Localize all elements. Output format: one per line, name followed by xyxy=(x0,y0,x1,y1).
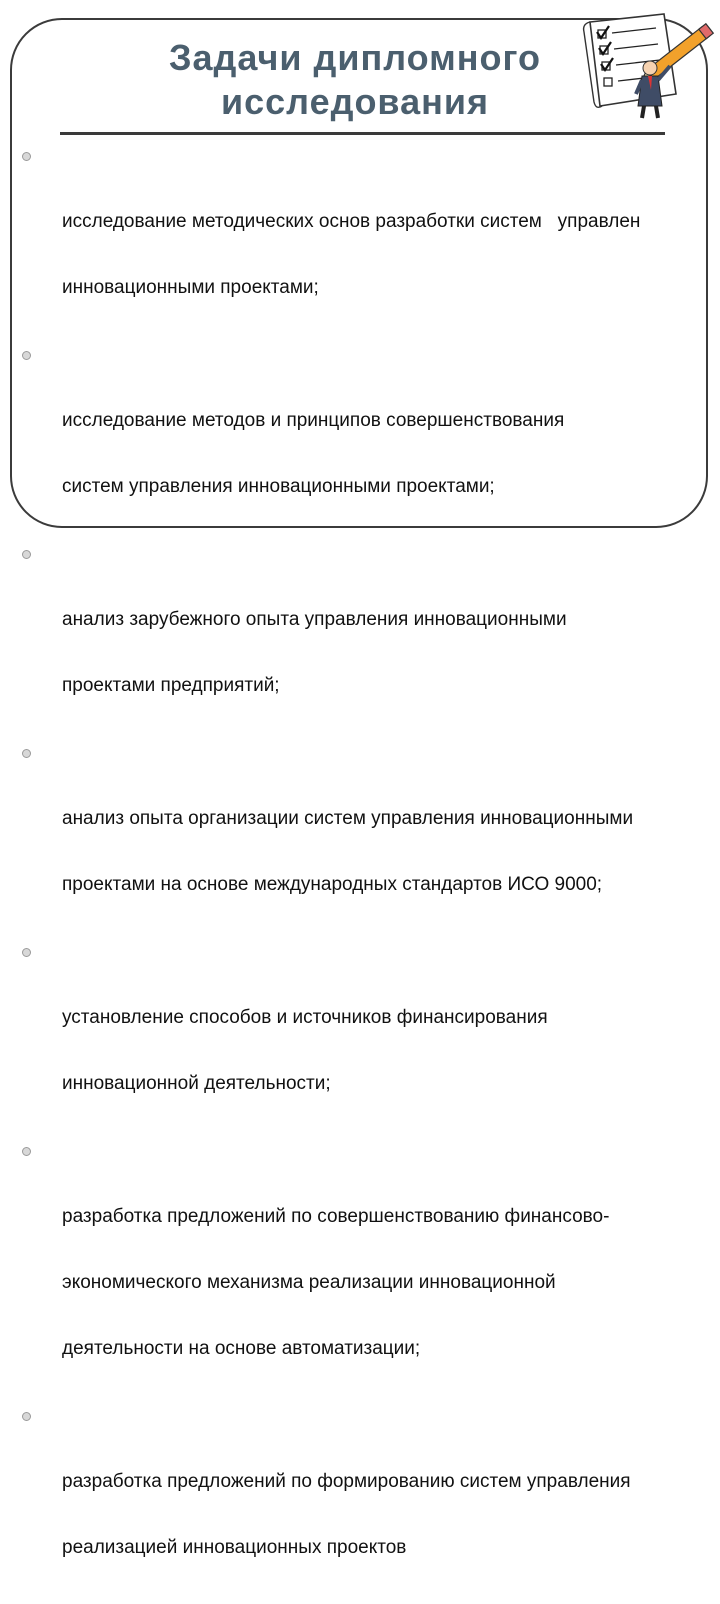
title-line-2: исследования xyxy=(221,81,489,122)
bullet-icon xyxy=(22,152,31,161)
task-list xyxy=(22,145,720,1604)
bullet-icon xyxy=(22,1147,31,1156)
bullet-icon xyxy=(22,1412,31,1421)
title-line-1: Задачи дипломного xyxy=(168,37,542,78)
list-item: анализ опыта организации систем управления инновационными проектами на основе международных стандартов ИСО 9000; xyxy=(22,742,720,940)
slide-title xyxy=(130,36,580,124)
title-divider xyxy=(60,132,665,135)
list-item: анализ зарубежного опыта управления инновационными проектами предприятий; xyxy=(22,543,720,741)
bullet-icon xyxy=(22,351,31,360)
list-item: исследование методов и принципов совершенствования систем управления инновационными проектами; xyxy=(22,344,720,542)
list-item: установление способов и источников финансирования инновационной деятельности; xyxy=(22,941,720,1139)
list-item: разработка предложений по формированию систем управления реализацией инновационных проектов xyxy=(22,1405,720,1603)
list-item: исследование методических основ разработки систем управлен инновационными проектами; xyxy=(22,145,720,343)
bullet-icon xyxy=(22,550,31,559)
bullet-icon xyxy=(22,948,31,957)
list-item: разработка предложений по совершенствованию финансово- экономического механизма реализации инновационной деятельности на основе автоматизации; xyxy=(22,1140,720,1404)
checklist-pencil-icon xyxy=(572,10,720,122)
bullet-icon xyxy=(22,749,31,758)
